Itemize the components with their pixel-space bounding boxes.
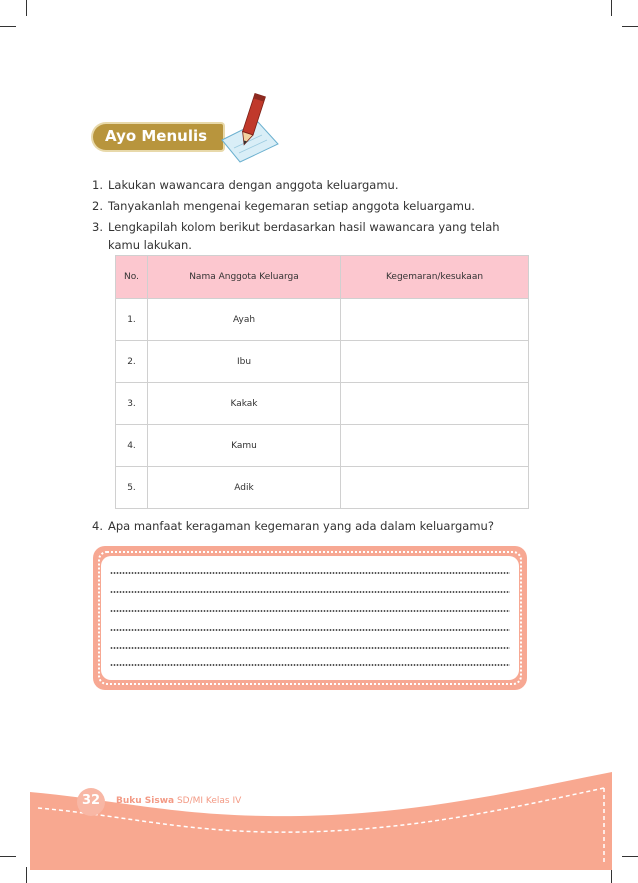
crop-mark (26, 0, 27, 16)
crop-mark (611, 0, 612, 16)
cell-kegemaran[interactable] (341, 467, 529, 509)
answer-line (110, 664, 510, 666)
crop-mark (622, 26, 638, 27)
answer-line (110, 647, 510, 649)
answer-line (110, 572, 510, 574)
section-badge (93, 124, 223, 150)
page-number: 32 (81, 793, 101, 808)
instruction-list (92, 176, 532, 257)
column-header-kegemaran: Kegemaran/kesukaan (341, 256, 529, 299)
table-row (116, 341, 529, 383)
table-row (116, 425, 529, 467)
table-row (116, 467, 529, 509)
page-number-badge (77, 788, 105, 816)
cell-nama: Ayah (148, 299, 341, 341)
book-title-rest: SD/MI Kelas IV (174, 796, 242, 806)
instruction-number: 1. (92, 178, 103, 192)
cell-nama: Adik (148, 467, 341, 509)
cell-no: 3. (116, 383, 148, 425)
instruction-number: 3. (92, 220, 103, 234)
cell-no: 5. (116, 467, 148, 509)
cell-kegemaran[interactable] (341, 425, 529, 467)
table-header-row (116, 256, 529, 299)
cell-kegemaran[interactable] (341, 299, 529, 341)
pencil-paper-icon (212, 92, 284, 168)
answer-area[interactable] (101, 556, 519, 680)
cell-nama: Kakak (148, 383, 341, 425)
cell-no: 4. (116, 425, 148, 467)
table-row (116, 383, 529, 425)
question-4 (92, 519, 532, 533)
instruction-text: Lakukan wawancara dengan anggota keluargamu. (108, 178, 399, 192)
answer-line (110, 591, 510, 593)
question-text: Apa manfaat keragaman kegemaran yang ada dalam keluargamu? (108, 519, 494, 533)
answer-line (110, 629, 510, 631)
question-number: 4. (92, 519, 103, 533)
instruction-text: Lengkapilah kolom berikut berdasarkan hasil wawancara yang telah kamu lakukan. (108, 220, 500, 252)
cell-kegemaran[interactable] (341, 383, 529, 425)
section-title: Ayo Menulis (105, 127, 208, 145)
cell-nama: Ibu (148, 341, 341, 383)
crop-mark (0, 26, 16, 27)
instruction-item (92, 176, 532, 194)
cell-no: 1. (116, 299, 148, 341)
instruction-text: Tanyakanlah mengenai kegemaran setiap anggota keluargamu. (108, 199, 475, 213)
cell-kegemaran[interactable] (341, 341, 529, 383)
instruction-item (92, 197, 532, 215)
family-hobby-table (115, 255, 529, 509)
table-row (116, 299, 529, 341)
instruction-number: 2. (92, 199, 103, 213)
cell-nama: Kamu (148, 425, 341, 467)
answer-box (93, 546, 527, 690)
answer-line (110, 610, 510, 612)
book-title-bold: Buku Siswa (116, 796, 175, 806)
book-title (116, 796, 241, 806)
cell-no: 2. (116, 341, 148, 383)
column-header-no: No. (116, 256, 148, 299)
column-header-nama: Nama Anggota Keluarga (148, 256, 341, 299)
instruction-item (92, 218, 532, 254)
